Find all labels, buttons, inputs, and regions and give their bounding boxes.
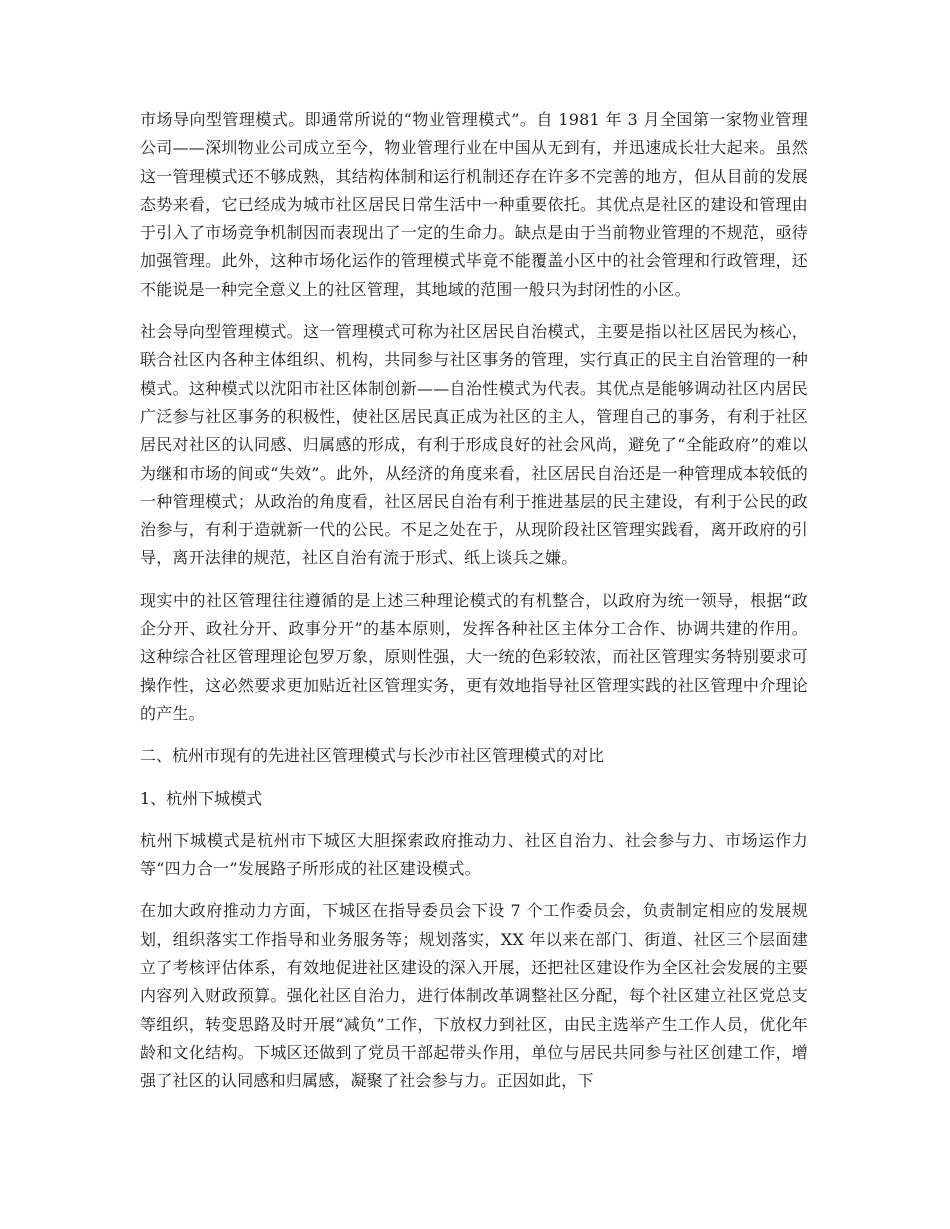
paragraph-social-model: 社会导向型管理模式。这一管理模式可称为社区居民自治模式，主要是指以社区居民为核心，联合社区内各种主体组织、机构，共同参与社区事务的管理，实行真正的民主自治管理的一种模式。这种模式以沈阳市社区体制创新——自治性模式为代表。其优点是能够调动社区内居民广泛参与社区事务的积极性，使社区居民真正成为社区的主人，管理自己的事务，有利于社区居民对社区的认同感、归属感的形成，有利于形成良好的社会风尚，避免了“全能政府”的难以为继和市场的间或“失效”。此外，从经济的角度来看，社区居民自治还是一种管理成本较低的一种管理模式；从政治的角度看，社区居民自治有利于推进基层的民主建设，有利于公民的政治参与，有利于造就新一代的公民。不足之处在于，从现阶段社区管理实践看，离开政府的引导，离开法律的规范，社区自治有流于形式、纸上谈兵之嫌。 <box>140 322 808 568</box>
document-page <box>140 106 808 1110</box>
paragraph-xiacheng-intro: 杭州下城模式是杭州市下城区大胆探索政府推动力、社区自治力、社会参与力、市场运作力等“四力合一”发展路子所形成的社区建设模式。 <box>140 830 808 879</box>
paragraph-integrated-model: 现实中的社区管理往往遵循的是上述三种理论模式的有机整合，以政府为统一领导，根据“政企分开、政社分开、政事分开”的基本原则，发挥各种社区主体分工合作、协调共建的作用。这种综合社区管理理论包罗万象，原则性强，大一统的色彩较浓，而社区管理实务特别要求可操作性，这必然要求更加贴近社区管理实务，更有效地指导社区管理实践的社区管理中介理论的产生。 <box>140 590 808 723</box>
paragraph-government-drive: 在加大政府推动力方面，下城区在指导委员会下设 7 个工作委员会，负责制定相应的发展规划，组织落实工作指导和业务服务等；规划落实，XX 年以来在部门、街道、社区三个层面建立了考核评估体系，有效地促进社区建设的深入开展，还把社区建设作为全区社会发展的主要内容列入财政预算。强化社区自治力，进行体制改革调整社区分配，每个社区建立社区党总支等组织，转变思路及时开展“减负”工作，下放权力到社区，由民主选举产生工作人员，优化年龄和文化结构。下城区还做到了党员干部起带头作用，单位与居民共同参与社区创建工作，增强了社区的认同感和归属感，凝聚了社会参与力。正因如此，下 <box>140 901 808 1091</box>
subsection-heading: 1、杭州下城模式 <box>140 788 263 808</box>
section-heading: 二、杭州市现有的先进社区管理模式与长沙市社区管理模式的对比 <box>140 746 605 766</box>
paragraph-market-model: 市场导向型管理模式。即通常所说的“物业管理模式”。自 1981 年 3 月全国第一家物业管理公司——深圳物业公司成立至今，物业管理行业在中国从无到有，并迅速成长壮大起来。虽然这一管理模式还不够成熟，其结构体制和运行机制还存在许多不完善的地方，但从目前的发展态势来看，它已经成为城市社区居民日常生活中一种重要依托。其优点是社区的建设和管理由于引入了市场竞争机制因而表现出了一定的生命力。缺点是由于当前物业管理的不规范，亟待加强管理。此外，这种市场化运作的管理模式毕竟不能覆盖小区中的社会管理和行政管理，还不能说是一种完全意义上的社区管理，其地域的范围一般只为封闭性的小区。 <box>140 110 808 299</box>
